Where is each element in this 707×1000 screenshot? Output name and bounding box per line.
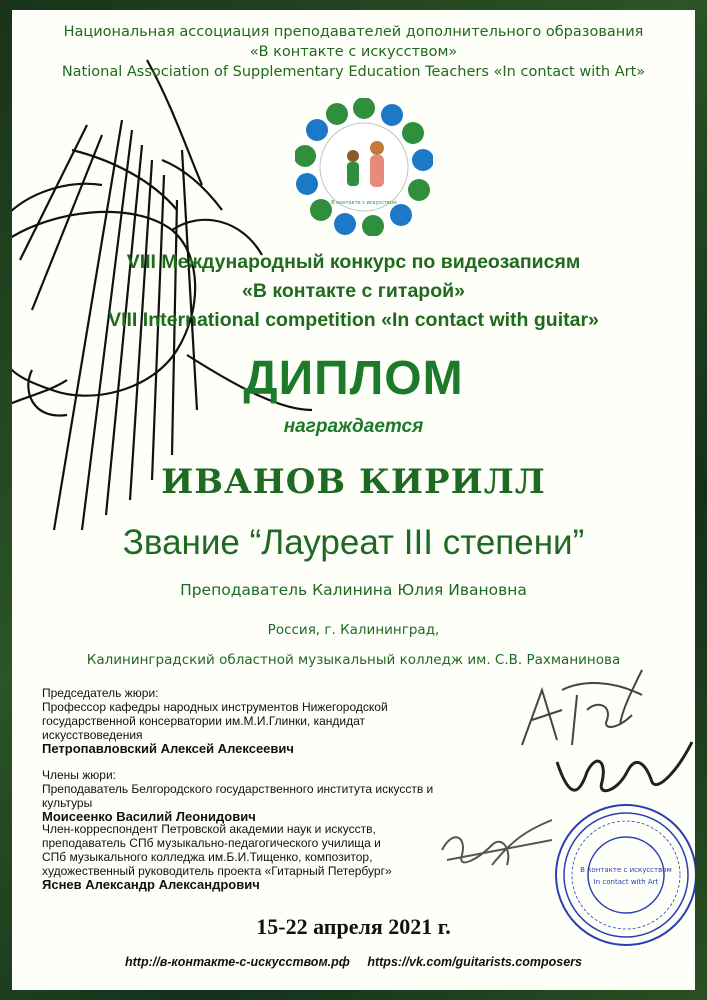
website-link[interactable]: http://в-контакте-с-искусством.рф [125, 955, 350, 969]
links-line [12, 955, 695, 969]
jury-chair-block [42, 686, 462, 756]
jury-members-label: Члены жюри: [42, 768, 116, 782]
svg-text:В контакте с искусством: В контакте с искусством [580, 866, 672, 874]
association-name-en: National Association of Supplementary Education Teachers «In contact with Art» [61, 64, 646, 80]
diploma-sheet [12, 10, 695, 990]
contest-title-ru: VIII Международный конкурс по видеозаписям [126, 251, 581, 273]
jury-chair-label: Председатель жюри: [42, 686, 159, 700]
jury-chair-name: Петропавловский Алексей Алексеевич [42, 741, 294, 756]
contest-title-en: VIII International competition «In contact with guitar» [108, 309, 599, 331]
teacher-name: Преподаватель Калинина Юлия Ивановна [180, 581, 527, 599]
association-brand-ru: «В контакте с искусством» [249, 44, 458, 60]
city: Россия, г. Калининград, [267, 622, 440, 638]
recipient-name: ИВАНОВ КИРИЛЛ [161, 462, 546, 502]
jury-member2-block [42, 822, 462, 892]
jury-member2-name: Яснев Александр Александрович [42, 877, 260, 892]
svg-text:In contact with Art: In contact with Art [593, 878, 659, 886]
laureate-rank: Звание “Лауреат III степени” [122, 523, 585, 562]
jury-member2-desc: Член-корреспондент Петровской академии наук и искусств, [42, 822, 376, 836]
jury-member2-desc: преподаватель СПб музыкально-педагогического училища и [42, 836, 381, 850]
member2-signature-icon [432, 810, 562, 880]
jury-member1-desc: Преподаватель Белгородского государственного института искусств и культуры [42, 782, 434, 810]
contest-subtitle-ru: «В контакте с гитарой» [242, 280, 465, 302]
svg-text:В контакте с искусством: В контакте с искусством [331, 200, 397, 206]
jury-chair-desc: Профессор кафедры народных инструментов Нижегородской [42, 700, 388, 714]
awarded-label: награждается [283, 416, 424, 437]
association-name-ru: Национальная ассоциация преподавателей дополнительного образования [63, 24, 644, 40]
institution: Калининградский областной музыкальный колледж им. С.В. Рахманинова [86, 652, 621, 668]
vk-link[interactable]: https://vk.com/guitarists.composers [367, 955, 582, 969]
jury-member1-block [42, 768, 462, 824]
jury-chair-desc: государственной консерватории им.М.И.Глинки, кандидат искусствоведения [42, 714, 366, 742]
jury-member2-desc: СПб музыкального колледжа им.Б.И.Тищенко, композитор, [42, 850, 373, 864]
diploma-heading: ДИПЛОМ [243, 352, 464, 405]
event-date: 15-22 апреля 2021 г. [256, 914, 451, 939]
jury-member1-name: Моисеенко Василий Леонидович [42, 809, 256, 824]
association-logo-icon [295, 98, 433, 236]
member1-signature-icon [547, 732, 695, 812]
jury-member2-desc: художественный руководитель проекта «Гитарный Петербург» [42, 864, 392, 878]
